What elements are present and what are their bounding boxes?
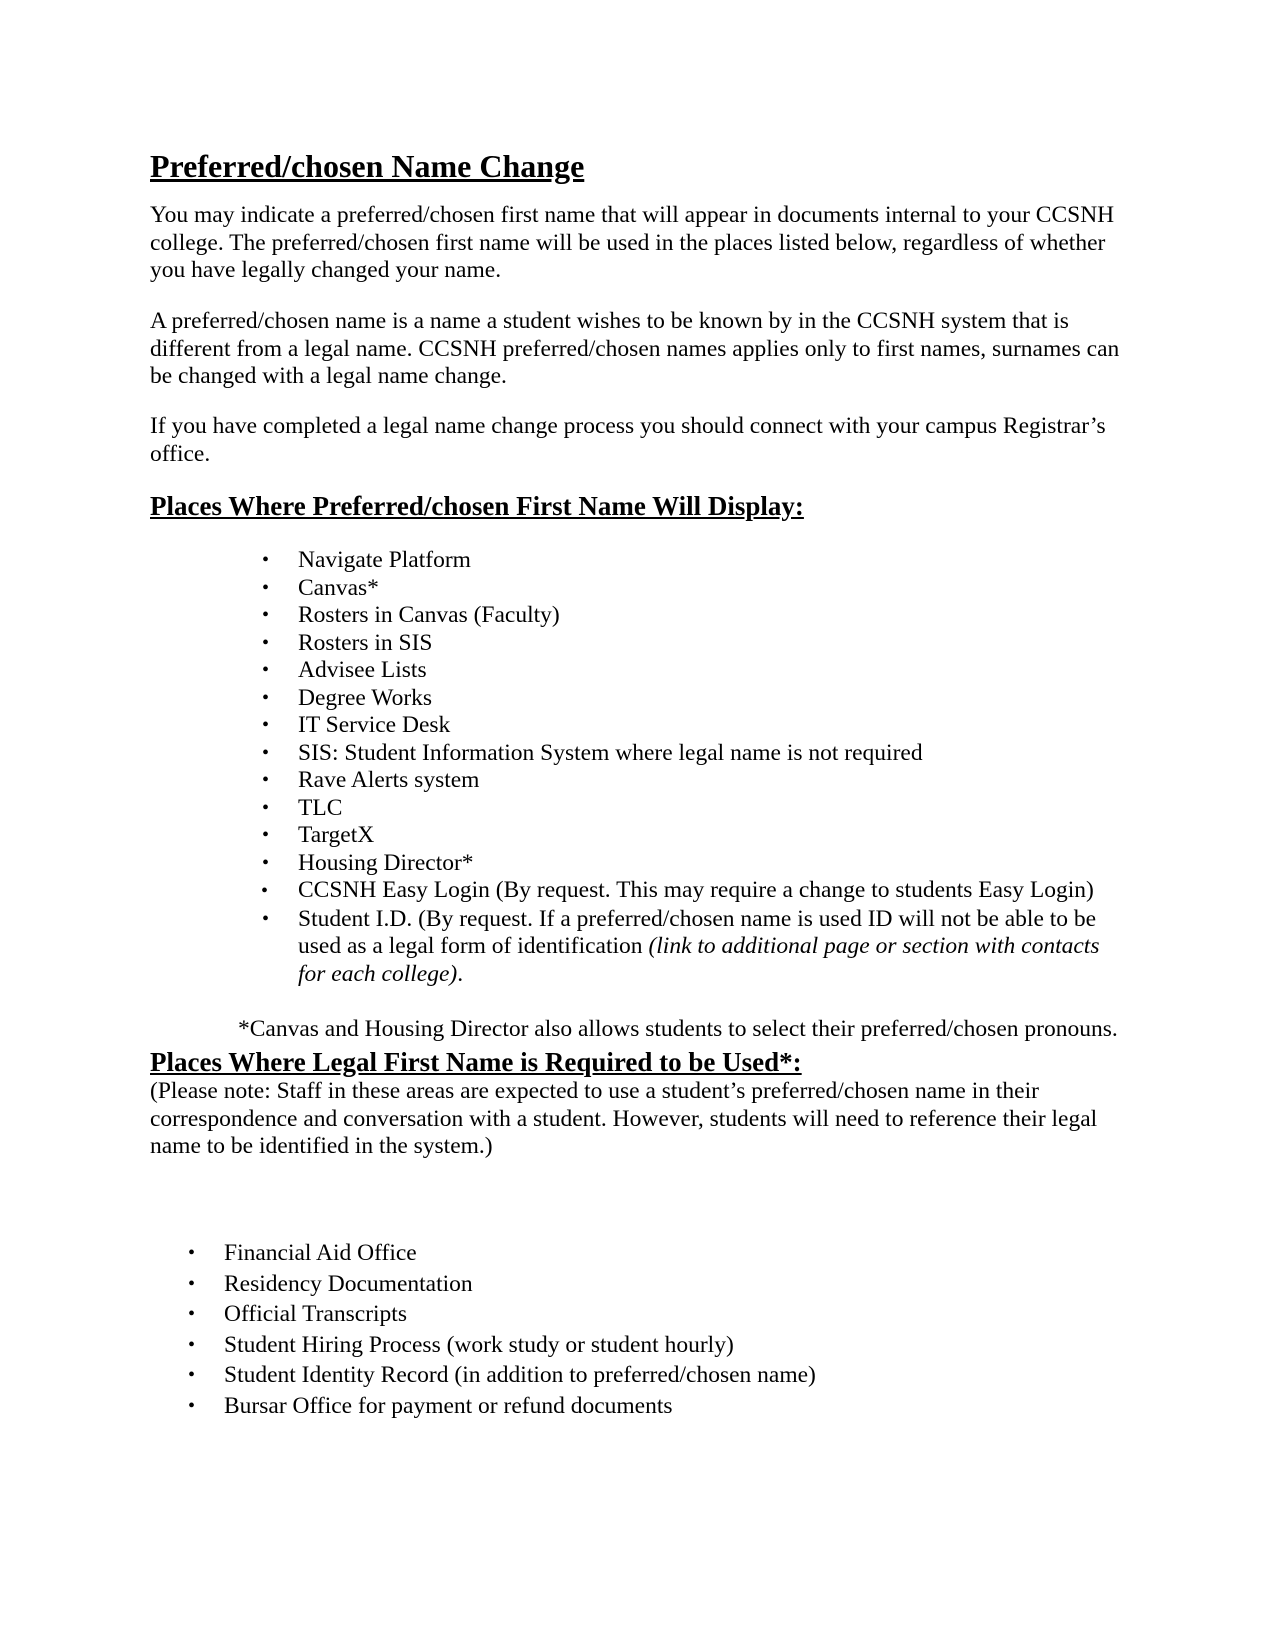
list-item: • Rave Alerts system [262,767,480,793]
list-item: • Bursar Office for payment or refund documents [150,1391,1130,1422]
legal-section-heading: Places Where Legal First Name is Required to be Used*: [150,1047,802,1077]
bullet-icon: • [188,1242,196,1264]
bullet-icon: • [262,907,270,930]
page-title: Preferred/chosen Name Change [150,148,585,184]
list-item: • SIS: Student Information System where legal name is not required [262,739,923,766]
list-item: • Navigate Platform [262,547,471,573]
bullet-icon: • [262,714,270,736]
legal-places-list [150,1238,1130,1421]
bullet-icon: • [262,851,270,874]
legal-section-intro: (Please note: Staff in these areas are expected to use a student’s preferred/chosen name in their correspondence and conversation with a student. However, students will need to reference their legal name to be identified in the system.) [150,1078,1098,1159]
registrar-paragraph: If you have completed a legal name change process you should connect with your campus Registrar’s office. [150,413,1106,467]
display-places-list [150,547,1130,988]
bullet-icon: • [262,769,270,791]
bullet-icon: • [262,824,270,846]
bullet-icon: • [262,659,270,681]
list-item: • Degree Works [262,684,433,711]
bullet-icon: • [262,576,270,599]
bullet-icon: • [188,1394,196,1417]
list-item: • Rosters in Canvas (Faculty) [262,602,560,628]
list-item: • Rosters in SIS [262,629,433,656]
bullet-icon: • [262,549,270,571]
bullet-icon: • [188,1364,196,1386]
bullet-icon: • [262,686,270,709]
bullet-icon: • [262,741,270,764]
list-item: • Official Transcripts [150,1299,1130,1330]
bullet-icon: • [261,880,269,902]
list-item: • Student Hiring Process (work study or student hourly) [150,1330,1130,1361]
list-item: • Residency Documentation [150,1269,1130,1300]
list-item: • Student Identity Record (in addition to preferred/chosen name) [150,1360,1130,1391]
bullet-icon: • [188,1303,196,1325]
list-item: • Advisee Lists [262,657,427,683]
bullet-icon: • [188,1272,196,1295]
display-section-heading: Places Where Preferred/chosen First Name Will Display: [150,491,804,521]
pronouns-note: *Canvas and Housing Director also allows students to select their preferred/chosen pronouns. [238,1016,1118,1042]
list-item: • Canvas* [262,574,379,601]
bullet-icon: • [262,631,270,654]
definition-paragraph: A preferred/chosen name is a name a student wishes to be known by in the CCSNH system that is different from a legal name. CCSNH preferred/chosen names applies only to first names, surnames can be changed with a legal name change. [150,308,1120,389]
bullet-icon: • [188,1333,196,1356]
list-item: • Financial Aid Office [150,1238,1130,1269]
list-item: • CCSNH Easy Login (By request. This may require a change to students Easy Login) [150,877,1130,906]
bullet-icon: • [262,796,270,819]
bullet-icon: • [262,604,270,626]
intro-paragraph: You may indicate a preferred/chosen first name that will appear in documents internal to your CCSNH college. The preferred/chosen first name will be used in the places listed below, regardless of whether you have legally changed your name. [150,202,1115,283]
list-item: • Housing Director* [262,849,474,876]
list-item: • IT Service Desk [262,712,451,738]
list-item: • TLC [262,794,343,821]
list-item: • TargetX [262,822,375,848]
list-item: • Student I.D. (By request. If a preferred/chosen name is used ID will not be able to be used as a legal form of identification (link to additional page or section with contacts for each college). [262,905,1100,987]
